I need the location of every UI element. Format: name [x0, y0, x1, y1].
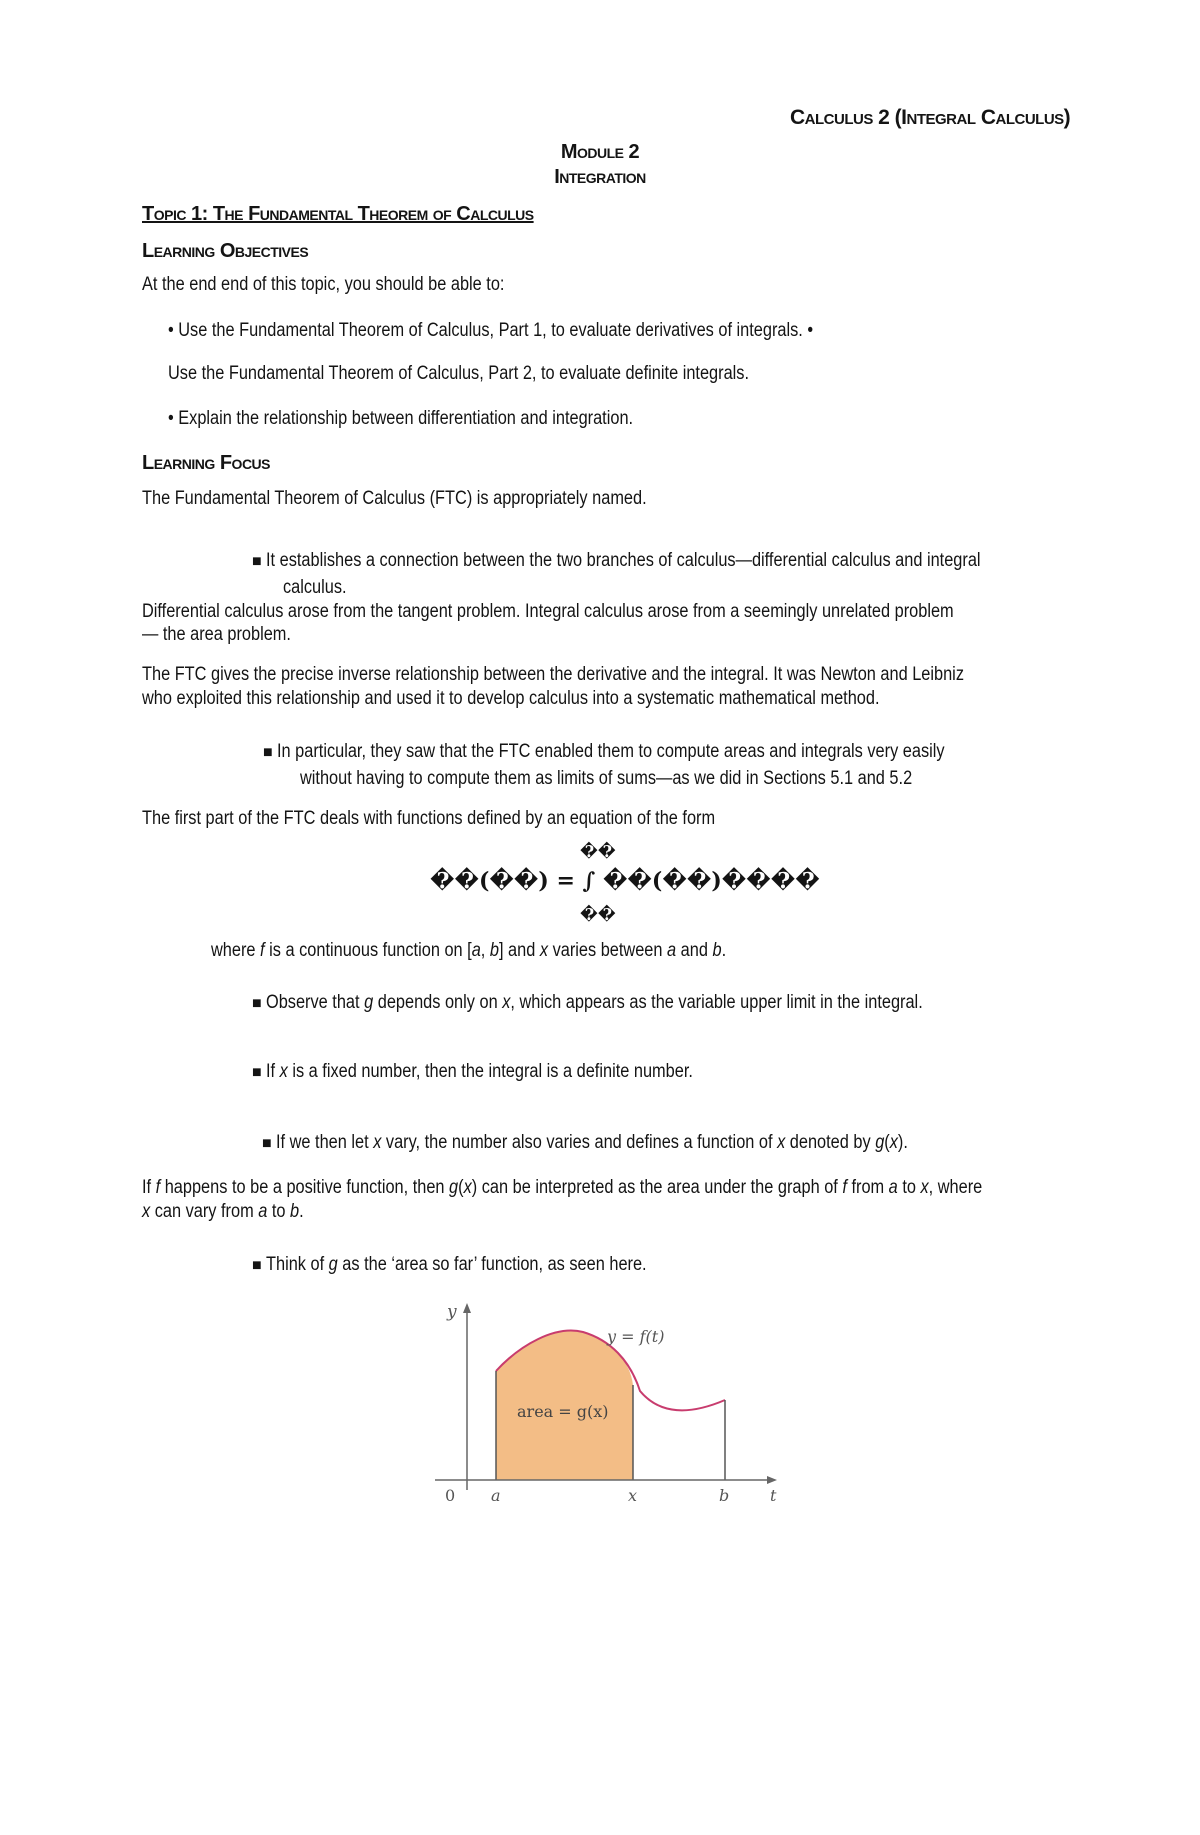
bullet-newton-cont: without having to compute them as limits of sums—as we did in Sections 5.1 and 5.2 [300, 768, 913, 789]
bullet-icon: ■ [252, 553, 262, 570]
para-ftc-2: who exploited this relationship and used it to develop calculus into a systematic mathematical method. [142, 688, 880, 709]
para-first-part: The first part of the FTC deals with functions defined by an equation of the form [142, 808, 716, 829]
area-label: area = g(x) [517, 1402, 609, 1421]
objective-3: • Explain the relationship between differentiation and integration. [168, 408, 634, 429]
module-name: Integration [554, 166, 646, 188]
focus-intro: The Fundamental Theorem of Calculus (FTC) is appropriately named. [142, 488, 647, 509]
origin-label: 0 [445, 1486, 456, 1505]
t-axis-arrow [767, 1476, 777, 1484]
area-so-far-figure [425, 1295, 805, 1530]
where-line: where f is a continuous function on [a, b] and x varies between a and b. [211, 940, 727, 961]
para-ftc-1: The FTC gives the precise inverse relationship between the derivative and the integral. It was Newton and Leibniz [142, 664, 964, 685]
b-label: b [719, 1486, 730, 1505]
equation: ��(��) = ∫ ��(��)���� [430, 868, 820, 894]
para-tangent-1: Differential calculus arose from the tangent problem. Integral calculus arose from a seemingly unrelated problem [142, 601, 954, 622]
bullet-connection-cont: calculus. [283, 577, 347, 598]
bullet-connection: ■ It establishes a connection between the two branches of calculus—differential calculus and integral [252, 550, 981, 571]
bullet-observe: ■ Observe that g depends only on x, which appears as the variable upper limit in the integral. [252, 992, 923, 1013]
bullet-icon: ■ [252, 1064, 262, 1081]
bullet-fixed: ■ If x is a fixed number, then the integral is a definite number. [252, 1061, 693, 1082]
bullet-vary: ■ If we then let x vary, the number also varies and defines a function of x denoted by g(x). [262, 1132, 908, 1153]
para-positive-1: If f happens to be a positive function, then g(x) can be interpreted as the area under the graph of f from a to x, where [142, 1177, 983, 1198]
curve-label: y = f(t) [607, 1327, 665, 1346]
t-axis-label: t [770, 1486, 777, 1505]
bullet-icon: ■ [262, 1135, 272, 1152]
objective-2: Use the Fundamental Theorem of Calculus, Part 2, to evaluate definite integrals. [168, 363, 749, 384]
x-label: x [628, 1486, 638, 1505]
module-number: Module 2 [560, 141, 640, 163]
objective-1: • Use the Fundamental Theorem of Calculus, Part 1, to evaluate derivatives of integrals. • [168, 320, 814, 341]
focus-heading: Learning Focus [142, 452, 270, 474]
integral-lower-limit: �� [580, 905, 616, 924]
bullet-think: ■ Think of g as the ‘area so far’ function, as seen here. [252, 1254, 647, 1275]
bullet-icon: ■ [252, 1257, 262, 1274]
objectives-heading: Learning Objectives [142, 240, 309, 262]
a-label: a [491, 1486, 501, 1505]
bullet-icon: ■ [252, 995, 262, 1012]
y-axis-label: y [447, 1302, 457, 1322]
objectives-intro: At the end end of this topic, you should be able to: [142, 274, 505, 295]
integral-upper-limit: �� [580, 842, 616, 861]
bullet-newton: ■ In particular, they saw that the FTC enabled them to compute areas and integrals very easily [263, 741, 945, 762]
para-tangent-2: — the area problem. [142, 624, 291, 645]
course-header: Calculus 2 (Integral Calculus) [790, 106, 1071, 129]
para-positive-2: x can vary from a to b. [142, 1201, 304, 1222]
topic-title: Topic 1: The Fundamental Theorem of Calculus [142, 203, 534, 225]
y-axis-arrow [463, 1303, 471, 1313]
bullet-icon: ■ [263, 744, 273, 761]
